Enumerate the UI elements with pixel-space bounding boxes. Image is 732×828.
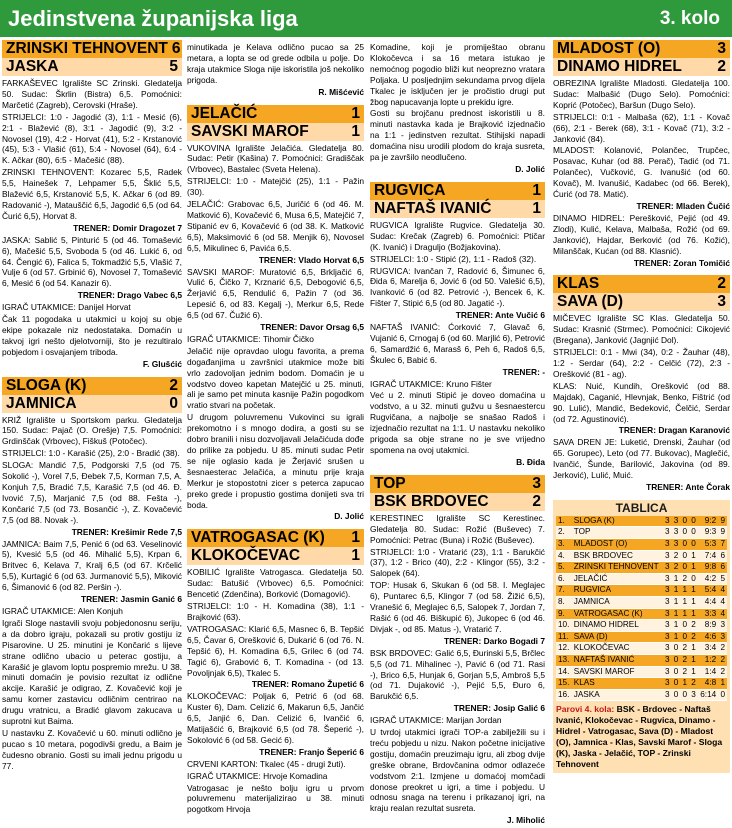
- away-score: 1: [351, 122, 360, 140]
- match-header-away: [553, 58, 730, 76]
- match-report: [187, 40, 364, 100]
- table-cell: 0: [680, 689, 689, 701]
- table-cell: 1: [689, 550, 698, 562]
- report-paragraph: Gosti su brojčanu prednost iskoristili u 8. minuti nastavka kada je Brajković izjednačio na 1:1 - jedinstven rezultat. Stihijski napadi domaćina nisu urodili plodom do kraja susreta, pa je završilo neodlučeno.: [370, 108, 545, 163]
- table-cell: 0: [689, 573, 698, 585]
- report-paragraph: STRIJELCI: 1:0 - Karašić (25), 2:0 - Bradić (38).: [2, 448, 180, 459]
- table-cell: 0: [672, 643, 681, 655]
- home-team: VATROGASAC (K): [191, 529, 325, 547]
- table-cell: 3: [663, 539, 672, 551]
- report-paragraph: VATROGASAC: Klarić 6,5, Masnec 6, B. Tepšić 6,5, Čavar 6, Orešković 6, Dukarić 6 (od 76. N. Tepšić 6), H. Komadina 6,5, Grilec 6 (od 74. Tagić 6), Grabović 6, T. Komadina - (od 13. Povoljnjak 6,5), Tkalec 5.: [187, 623, 364, 678]
- match-header-home: [370, 182, 545, 200]
- author-signature: R. Mišćević: [318, 86, 364, 97]
- table-cell: 0: [680, 539, 689, 551]
- standings-row: [556, 550, 727, 562]
- standings-row: [556, 539, 727, 551]
- match-report: [370, 40, 545, 177]
- column-4: [553, 40, 730, 802]
- match-header-home: [553, 40, 730, 58]
- table-cell: 0: [680, 527, 689, 539]
- report-paragraph: Igrači Sloge nastavili svoju pobjedonosnu seriju, a da dobro igraju, pokazali su protiv gostiju iz Pisarovine. U 25. minutini je Končarić s lijeve strane odlično ubacio u peterac gostiju, a Karašić je glavom loptu pospremio mrežu. U 38. minuti domaćin je povisio rezultat iz odlične akcije. Karašić je odigrao, Z. Kovačević koji je samu korner zastavicu odličnim centrirao na drugu vratnicu, a Bradić glavom zakucava u suprotni kut Baima.: [2, 617, 182, 727]
- table-cell: 3: [663, 643, 672, 655]
- match-report: [2, 40, 182, 372]
- team-name: BSK BRDOVEC: [572, 550, 663, 562]
- report-paragraph: IGRAČ UTAKMICE: Tihomir Čičko: [187, 333, 314, 344]
- table-cell: 7:4: [698, 550, 718, 562]
- report-paragraph: STRIJELCI: 1:0 - H. Komadina (38), 1:1 - Brajković (63).: [187, 601, 364, 622]
- match-text: [187, 40, 364, 100]
- report-paragraph: minutikada je Kelava odlično pucao sa 25 metara, a lopta se od grede odbila u polje. Do kraja utakmice Sloga nije iskoristila još nekoliko prigoda.: [187, 42, 364, 85]
- column-2: [187, 40, 364, 815]
- table-cell: 1: [689, 666, 698, 678]
- table-cell: 3: [689, 689, 698, 701]
- table-cell: 3: [663, 562, 672, 574]
- table-cell: 1: [672, 608, 681, 620]
- standings-title: TABLICA: [615, 500, 668, 515]
- report-paragraph: STRIJELCI: 1:0 - Jagodić (3), 1:1 - Mesić (6), 2:1 - Blažević (8), 3:1 - Jagodić (9), 3:2 - Novosel (19), 4:2 - Horvat (41), 5:2 - Krstanović (45), 5:3 - Vlašić (61), 5:4 - Novosel (64), 6:4 - K. Ačkar (80), 6:5 - Mačešić (88).: [2, 111, 182, 166]
- home-score: 2: [717, 275, 726, 293]
- away-score: 0: [169, 394, 178, 412]
- standings-row: [556, 585, 727, 597]
- table-cell: 13.: [556, 654, 572, 666]
- report-paragraph: KLOKOČEVAC: Poljak 6, Petrić 6 (od 68. Kuster 6), Dam. Celizić 6, Makarun 6,5, Jančić 6,5, Janjić 6, Dan. Celizić 6, Ivančić 6, Matijašćić 6, Brajković 6,5 (od 78. Šeperić -), Sokolović 6 (od 58. Gecić 6).: [187, 691, 364, 745]
- league-title: Jedinstvena županijska liga: [8, 6, 298, 31]
- away-team: SAVA (D): [557, 293, 624, 311]
- table-cell: 2: [718, 654, 727, 666]
- match-text: [370, 40, 545, 177]
- table-cell: 0: [689, 516, 698, 527]
- coach-line: TRENER: Drago Vabec 6,5: [77, 290, 182, 301]
- match-header-home: [2, 40, 182, 58]
- standings-row: [556, 596, 727, 608]
- table-cell: 1: [672, 631, 681, 643]
- table-cell: 11.: [556, 631, 572, 643]
- report-paragraph: JAMNICA: Baim 7,5, Penić 6 (od 63. Veselinović 5), Kvesić 5,5 (od 46. Mihalić 5,5), Krpan 6, Britvec 6, Kelava 7, Kralj 6,5 (od 67. Krčelić 5,5), Kurtagić 6 (od 63. Jurmanović 5,5), Miković 6, Šimanović 6 (od 82. Peršin -).: [2, 538, 182, 593]
- match-text: [370, 218, 545, 470]
- table-cell: 4:4: [698, 596, 718, 608]
- standings-row: [556, 620, 727, 632]
- team-name: TOP: [572, 527, 663, 539]
- table-cell: 3: [718, 620, 727, 632]
- table-cell: 3: [718, 631, 727, 643]
- report-paragraph: RUGVICA: Ivančan 7, Radović 6, Šimunec 6, Đida 6, Marelja 6, Jović 6 (od 50. Valešić 6,5), Ivanković 6 (od 82. Petrović -), Bencek 6, K. Fišter 7, Stipić 6,5 (od 80. Jagatić -).: [370, 265, 545, 309]
- table-cell: 1: [689, 654, 698, 666]
- team-name: VATROGASAC (K): [572, 608, 663, 620]
- table-cell: 0: [672, 678, 681, 690]
- report-paragraph: ZRINSKI TEHNOVENT: Kozarec 5,5, Radek 5,5, Hainešek 7, Lehpamer 5,5, Šklić 5,5, Blažević 6,5, Krstanović 5,5, K. Ačkar 6 (od 89. Radovanić -), Matauščić 6,5, Jagodić 6,5 (od 64. Čurić 6,5), Horvat 8.: [2, 167, 182, 221]
- table-cell: 3: [663, 527, 672, 539]
- table-cell: 9:8: [698, 562, 718, 574]
- match-text: [553, 311, 730, 495]
- table-cell: 2: [689, 620, 698, 632]
- table-cell: 5: [718, 573, 727, 585]
- report-paragraph: IGRAČ UTAKMICE: Hrvoje Komadina: [187, 770, 328, 781]
- away-score: 1: [351, 547, 360, 565]
- table-cell: 0: [680, 631, 689, 643]
- table-cell: 3: [672, 527, 681, 539]
- team-name: SLOGA (K): [572, 516, 663, 527]
- standings-row: [556, 562, 727, 574]
- coach-line: TRENER: Franjo Šeperić 6: [259, 746, 364, 757]
- team-name: DINAMO HIDREL: [572, 620, 663, 632]
- match-header-home: [553, 275, 730, 293]
- author-signature: D. Jolić: [515, 163, 545, 174]
- table-cell: 1: [689, 643, 698, 655]
- table-cell: 6:14: [698, 689, 718, 701]
- team-name: NAFTAŠ IVANIĆ: [572, 654, 663, 666]
- table-cell: 0: [689, 539, 698, 551]
- league-banner: [0, 0, 732, 37]
- report-paragraph: DINAMO HIDREL: Perešković, Pejić (od 49. Zlodi), Kulić, Kelava, Malbaša, Rožić (od 69. Janković), Hajdar, Berković (od 76. Kožić), Milanščak, Kućan (od 88. Klasnić).: [553, 212, 730, 256]
- table-cell: 2: [718, 666, 727, 678]
- away-team: DINAMO HIDREL: [557, 58, 682, 75]
- standings-row: [556, 573, 727, 585]
- table-cell: 9: [718, 516, 727, 527]
- table-cell: 4:6: [698, 631, 718, 643]
- report-paragraph: STRIJELCI: 1:0 - Matejčić (25), 1:1 - Pažin (30).: [187, 176, 364, 198]
- table-cell: 8.: [556, 596, 572, 608]
- report-paragraph: CRVENI KARTON: Tkalec (45 - drugi žuti).: [187, 758, 346, 769]
- table-cell: 0: [718, 689, 727, 701]
- table-cell: 0: [672, 666, 681, 678]
- report-paragraph: TOP: Husak 6, Skukan 6 (od 58. I. Meglajec 6), Puntarec 6,5, Klingor 7 (od 58. Žižić 6,5), Vranešić 6, Meglajec 6,5, Salopek 7, Jordan 7, Rašić 6 (od 46. Biškupić 6), Jukopec 6 (od 46. Divjak -, od 85. Matus -), Vratarić 7.: [370, 580, 545, 634]
- match-header-away: [2, 58, 182, 76]
- coach-line: TRENER: Zoran Tomičić: [633, 257, 730, 268]
- table-cell: 3: [663, 573, 672, 585]
- home-team: TOP: [374, 474, 406, 492]
- match-text: [370, 511, 545, 828]
- standings-row: [556, 666, 727, 678]
- table-cell: 15.: [556, 678, 572, 690]
- table-cell: 5:4: [698, 585, 718, 597]
- table-cell: 8:9: [698, 620, 718, 632]
- table-cell: 1: [718, 678, 727, 690]
- report-paragraph: NAFTAŠ IVANIĆ: Ćorković 7, Glavač 6, Vujanić 6, Crnogaj 6 (od 60. Marjlić 6), Petrović 6, Samardžić 6, Marasš 6, Peh 6, Radoš 6,5, Škulec 6, Babić 6.: [370, 322, 545, 365]
- table-cell: 2: [718, 643, 727, 655]
- table-cell: 2: [672, 562, 681, 574]
- home-score: 2: [169, 376, 178, 394]
- table-cell: 4:8: [698, 678, 718, 690]
- report-paragraph: FARKAŠEVEC Igralište SC Zrinski. Gledatelja 50. Sudac: Škrlin (Bistra) 6,5. Pomoćnici: Marčetić (Zagreb), Cerovski (Hraše).: [2, 78, 182, 110]
- round-label: 3. kolo: [659, 8, 720, 29]
- table-cell: 10.: [556, 620, 572, 632]
- coach-line: TRENER: Jasmin Ganić 6: [81, 594, 182, 605]
- report-paragraph: IGRAČ UTAKMICE: Alen Konjuh: [2, 605, 123, 616]
- report-paragraph: U nastavku Z. Kovačević u 60. minuti odlično je pucao s 10 metara, pogodivši gredu, a Baim je čudesno obranio. Gosti su imali jednu prigodu u 77.: [2, 727, 182, 771]
- report-paragraph: Vatrogasac je nešto bolju igru u prvom poluvremenu materijalizirao u 38. minuti pogotkom Hrvoja: [187, 782, 364, 815]
- match-header-away: [370, 200, 545, 218]
- table-cell: 3: [663, 678, 672, 690]
- report-paragraph: KRIŽ Igralište u Sportskom parku. Gledatelja 150. Sudac: Pajač (O. Orešje) 7,5. Pomoćnici: Grdinščak (Vrbovec), Fiškuš (Potočec).: [2, 414, 182, 447]
- table-cell: 1: [689, 596, 698, 608]
- standings-table-box: [553, 500, 730, 773]
- coach-line: TRENER: -: [502, 366, 545, 377]
- table-cell: 3: [663, 631, 672, 643]
- report-paragraph: STRIJELCI: 0:1 - Malbaša (62), 1:1 - Kovač (66), 2:1 - Berek (68), 3:1 - Kovač (71), 3:2 - Janković (84).: [553, 111, 730, 144]
- report-paragraph: STRIJELCI: 1:0 - Vratarić (23), 1:1 - Barukčić (37), 1:2 - Brico (40), 2:2 - Klingor (55), 3:2 - Salopek (64).: [370, 546, 545, 579]
- column-3: [370, 40, 545, 826]
- table-cell: 1: [680, 608, 689, 620]
- report-paragraph: Komadine, koji je promiještao obranu Klokočevca i sa 16 metara istukao je nemoćnog pogodio bliži kut neoprezno vratara Poljaka. U posljednjim sekundama prvog dijela Tkalec je isključen jer je pročistio drugi put žbog napucavanja lopte u prekidu igre.: [370, 42, 545, 107]
- table-cell: 3: [672, 516, 681, 527]
- team-name: JAMNICA: [572, 596, 663, 608]
- standings-row: [556, 654, 727, 666]
- report-paragraph: U tvrdoj utakmici igrači TOP-a zabilježili su i treću pobjedu u nizu. Nakon početne inicijative gostiju, domaćin preuzimaju igru, ali zbog dvije greške obrane, Brdovčanina odmor odlazeće vodstvom 2:1. Izmjene u domaćoj momčadi donose preokret u igri, a time i pobjedu. U odnosu snaga na terenu i prikazanoj igri, na kraju realan rezultat susreta.: [370, 727, 545, 814]
- author-signature: F. Glušćić: [142, 358, 182, 369]
- table-cell: 1: [672, 573, 681, 585]
- report-paragraph: Jelačić nije opravdao ulogu favorita, a prema događanjima u završnici utakmice može biti vrlo zadovoljan jednim bodom. Domaćin je u vodstvo doveo kapetan Matejčić u 25. minuti, ali je samo pet minuta kasnije Pažin pogodkom vratio stvari na početak.: [187, 345, 364, 411]
- table-cell: 1: [672, 596, 681, 608]
- coach-line: TRENER: Josip Galić 6: [453, 703, 545, 714]
- match-report: [370, 182, 545, 470]
- table-cell: 4.: [556, 550, 572, 562]
- match-header-away: [2, 395, 182, 413]
- report-paragraph: STRIJELCI: 1:0 - Stipić (2), 1:1 - Radoš (32).: [370, 253, 537, 264]
- match-header-away: [187, 547, 364, 565]
- report-paragraph: SAVA DREN JE: Luketić, Drenski, Žauhar (od 65. Gorupec), Leto (od 77. Bukovac), Maglečić, Ivančić, Šunde, Barilović, Jakovina (od 89. Jerković), Lulić, Muić.: [553, 437, 730, 481]
- match-text: [553, 76, 730, 270]
- table-cell: 6: [718, 562, 727, 574]
- report-paragraph: Već u 2. minuti Stipić je doveo domaćina u vodstvo, a u 32. minuti gužvu u šesnaestercu Rugvičana, a najbolje se snašao Radoš i izjednačio rezultat na 1:1. U nastavku nekoliko prigoda sa obje strane no je sve vrijedno spomena na ovoj utakmici.: [370, 390, 545, 455]
- table-cell: 4: [718, 608, 727, 620]
- table-cell: 3.: [556, 539, 572, 551]
- team-name: MLADOST (O): [572, 539, 663, 551]
- table-cell: 0: [680, 562, 689, 574]
- match-report: [553, 40, 730, 270]
- table-cell: 2: [680, 666, 689, 678]
- table-cell: 4:2: [698, 573, 718, 585]
- table-cell: 9: [718, 527, 727, 539]
- author-signature: D. Jolić: [334, 511, 364, 522]
- table-cell: 2: [672, 550, 681, 562]
- away-team: NAFTAŠ IVANIĆ: [374, 199, 492, 217]
- report-paragraph: IGRAČ UTAKMICE: Kruno Fišter: [370, 378, 492, 389]
- table-cell: 5:3: [698, 539, 718, 551]
- match-report: [553, 275, 730, 495]
- table-cell: 3: [663, 620, 672, 632]
- author-signature: B. Đida: [516, 456, 545, 467]
- table-cell: 1: [689, 585, 698, 597]
- match-header-home: [2, 377, 182, 395]
- away-score: 2: [717, 58, 726, 75]
- team-name: KLAS: [572, 678, 663, 690]
- coach-line: TRENER: Vlado Horvat 6,5: [258, 254, 364, 265]
- report-paragraph: BSK BRDOVEC: Galić 6,5, Đurinski 5,5, Brčlec 5,5 (od 71. Mihalinec -), Pavić 6 (od 71. Rasi -), Brico 6,5, Hunjak 6, Gorjan 5,5, Ambroš 5,5 (od 71. Dujaković -), Pejić 5,5, Đuro 6, Barukčić 6,5.: [370, 647, 545, 702]
- match-text: [2, 413, 182, 774]
- standings-table: [556, 516, 727, 702]
- author-signature: J. Miholić: [506, 815, 545, 826]
- report-paragraph: SAVSKI MAROF: Muratović 6,5, Brkljačić 6, Vulić 6, Čičko 7, Krznarić 6,5, Debogović 6,5, Žerjavić 6,5, Rendulić 6, Pažin 7 (od 36. Lepesić 6, od 83. Kegalj -), Merkur 6,5, Rede 6,5 (od 67. Čužić 6).: [187, 266, 364, 321]
- table-cell: 6: [718, 550, 727, 562]
- table-cell: 0: [680, 550, 689, 562]
- table-cell: 3: [663, 666, 672, 678]
- standings-row: [556, 631, 727, 643]
- standings-row: [556, 678, 727, 690]
- table-cell: 1: [672, 620, 681, 632]
- table-cell: 1:2: [698, 654, 718, 666]
- table-cell: 0: [680, 620, 689, 632]
- home-team: SLOGA (K): [6, 376, 87, 394]
- table-cell: 3: [663, 585, 672, 597]
- table-cell: 0: [672, 654, 681, 666]
- table-cell: 3: [663, 608, 672, 620]
- report-paragraph: SLOGA: Mandić 7,5, Podgorski 7,5 (od 75. Sokolić -), Vorel 7,5, Đebek 7,5, Korman 7,5, A. Konjuh 7,5, Bradić 7,5, Karašić 7,5 (od 46. Đ. Ivović 7,5), Marjanić 7,5 (od 88. Fešta -), Končarić 7,5 (od 73. Bosančić -), Z. Kovačević 7,5 (od 88. Novak -).: [2, 460, 182, 525]
- report-paragraph: RUGVICA Igralište Rugvice. Gledatelja 30. Sudac: Krečak (Zagreb) 6. Pomoćnici: Ptičar (K. Ivanić) i Draguljo (Božjakovina).: [370, 219, 545, 252]
- match-report: [187, 105, 364, 525]
- table-cell: 9:2: [698, 516, 718, 527]
- home-score: 3: [532, 474, 541, 492]
- match-header-home: [187, 105, 364, 123]
- table-cell: 3:3: [698, 608, 718, 620]
- table-cell: 4: [718, 596, 727, 608]
- home-team: KLAS: [557, 275, 600, 293]
- coach-line: TRENER: Darko Bogadi 7: [444, 635, 545, 646]
- table-cell: 2: [689, 631, 698, 643]
- home-score: 1: [351, 104, 360, 122]
- table-cell: 12.: [556, 643, 572, 655]
- table-cell: 3:4: [698, 643, 718, 655]
- home-team: RUGVICA: [374, 181, 446, 199]
- report-paragraph: KERESTINEC Igralište SC Kerestinec. Gledatelja 80. Sudac: Rožić (Buševec) 7. Pomoćnici: Petrac (Buna) i Rožić (Buševec).: [370, 512, 545, 545]
- table-cell: 2.: [556, 527, 572, 539]
- report-paragraph: OBREZINA Igralište Mladosti. Gledatelja 100. Sudac: Malbašić (Dugo Selo). Pomoćnici: Koprić (Potočec), Baršun (Dugo Selo).: [553, 78, 730, 110]
- coach-line: TRENER: Krešimir Rede 7,5: [71, 526, 182, 537]
- table-cell: 1:4: [698, 666, 718, 678]
- table-cell: 3: [663, 516, 672, 527]
- home-score: 1: [351, 529, 360, 547]
- table-cell: 1.: [556, 516, 572, 527]
- report-paragraph: KLAS: Nuić, Kundih, Orešković (od 88. Majdak), Caganić, Hlevnjak, Benko, Fištrić (od 90. Lulić), Mandić, Bedeković, Čelčić, Serdar (od 72. Agustinović).: [553, 380, 730, 424]
- table-cell: 2: [689, 678, 698, 690]
- table-cell: 9:3: [698, 527, 718, 539]
- standings-row: [556, 643, 727, 655]
- column-1: [2, 40, 182, 802]
- home-score: 6: [171, 40, 181, 57]
- table-cell: 1: [680, 596, 689, 608]
- table-cell: 7: [718, 539, 727, 551]
- coach-line: TRENER: Dragan Karanović: [618, 425, 730, 436]
- away-score: 5: [169, 58, 178, 75]
- match-header-away: [553, 293, 730, 311]
- coach-line: TRENER: Davor Orsag 6,5: [260, 322, 364, 333]
- home-team: ZRINSKI TEHNOVENT: [6, 40, 168, 57]
- table-cell: 4: [718, 585, 727, 597]
- team-name: ZRINSKI TEHNOVENT: [572, 562, 663, 574]
- table-cell: 1: [689, 562, 698, 574]
- team-name: SAVSKI MAROF: [572, 666, 663, 678]
- table-cell: 1: [689, 608, 698, 620]
- team-name: KLOKOČEVAC: [572, 643, 663, 655]
- team-name: SAVA (D): [572, 631, 663, 643]
- standings-row: [556, 608, 727, 620]
- coach-line: TRENER: Romano Župetić 6: [251, 679, 364, 690]
- home-score: 1: [532, 181, 541, 199]
- report-paragraph: Čak 11 pogodaka u utakmici u kojoj su obje ekipe pokazale niz nedostataka. Domaćin u takvoj igri nešto djelotvorniji, što je rezultiralo pobjedom i osvajanjem triboda.: [2, 314, 182, 357]
- home-team: MLADOST (O): [557, 40, 661, 57]
- match-text: [187, 565, 364, 817]
- table-cell: 0: [680, 516, 689, 527]
- match-report: [370, 475, 545, 828]
- away-score: 1: [532, 199, 541, 217]
- team-name: JASKA: [572, 689, 663, 701]
- pairs-label: Parovi 4. kola:: [556, 704, 615, 715]
- match-header-home: [370, 475, 545, 493]
- table-cell: 7.: [556, 585, 572, 597]
- report-paragraph: KOBILIĆ Igralište Vatrogasca. Gledatelja 50. Sudac: Batušić (Vrbovec) 6,5. Pomoćnici: Bencetić (Zdenčina), Borković (Domagović).: [187, 567, 364, 600]
- report-paragraph: JASKA: Sablić 5, Pinturić 5 (od 46. Tomašević 6), Mačešić 5,5, Svoboda 5 (od 46. Lukić 6, od 64. Čengić 6), Falica 5, Tokmadžić 5,5, Vlašić 7, Vulje 6 (od 57. Grbinić 6), Novosel 7, Tomašević 6, Mesić 6 (od 54. Kanazir 6).: [2, 234, 182, 289]
- report-paragraph: MIČEVEC Igralište SC Klas. Gledatelja 50. Sudac: Krasnić (Strmec). Pomoćnici: Cikojević (Bregana), Janković (Jagnjić Dol).: [553, 313, 730, 346]
- team-name: RUGVICA: [572, 585, 663, 597]
- table-cell: 6.: [556, 573, 572, 585]
- home-team: JELAČIĆ: [191, 104, 258, 122]
- table-cell: 3: [663, 550, 672, 562]
- report-paragraph: JELAČIĆ: Grabovac 6,5, Juričić 6 (od 46. M. Matković 6), Kovačević 6, Musa 6,5, Matejčić 7, Stipanić ev 6, Kovačević 6 (od 38. K. Matković 6,5), Maksimović 6 (od 58. Menjik 6), Novosel 6,5, Mikulinec 6, Pavića 6,5.: [187, 199, 364, 253]
- coach-line: TRENER: Ante Čorak: [646, 482, 730, 492]
- coach-line: TRENER: Domir Dragozet 7: [73, 222, 182, 233]
- next-round-pairs: [556, 704, 727, 769]
- table-cell: 9.: [556, 608, 572, 620]
- match-header-away: [187, 123, 364, 141]
- table-cell: 2: [680, 643, 689, 655]
- match-report: [187, 529, 364, 817]
- table-cell: 1: [680, 585, 689, 597]
- away-team: JASKA: [6, 58, 59, 75]
- away-team: KLOKOČEVAC: [191, 547, 301, 565]
- table-cell: 3: [672, 539, 681, 551]
- standings-row: [556, 516, 727, 527]
- match-header-away: [370, 493, 545, 511]
- report-paragraph: IGRAČ UTAKMICE: Danijel Horvat: [2, 302, 131, 313]
- table-cell: 2: [680, 654, 689, 666]
- pairs-text: BSK - Brdovec - Naftaš Ivanić, Klokočevac - Rugvica, Dinamo - Hidrel - Vatrogasac, Sava (D) - Mladost (O), Jamnica - Klas, Savski Marof - Sloga (K), Jaska - Jelačić, TOP - Zrinski Tehnovent: [556, 704, 723, 769]
- report-paragraph: IGRAČ UTAKMICE: Marijan Jordan: [370, 715, 502, 726]
- standings-row: [556, 689, 727, 701]
- coach-line: TRENER: Mladen Čučić: [636, 200, 730, 211]
- table-cell: 1: [680, 678, 689, 690]
- table-cell: 14.: [556, 666, 572, 678]
- match-report: [2, 377, 182, 774]
- table-cell: 0: [672, 689, 681, 701]
- away-team: BSK BRDOVEC: [374, 492, 489, 510]
- table-cell: 0: [689, 527, 698, 539]
- report-paragraph: U drugom poluvremenu Vukovinci su igrali prekomotno i s mnogo dodira, a gosti su se dobro branili i nisu dozvoljavali Jelačićuda dođe do prilike za pobjedu. U 85. minuti sudac Petir se nije oglasio kada je Žerjavić srušen u šesnaesterac Jelačića, a minutu prije kraja Merkur je stopostotni zicer s peterca zapucao preko grede i propustio gostima donijeti sva tri boda.: [187, 412, 364, 510]
- report-paragraph: STRIJELCI: 0:1 - Mwi (34), 0:2 - Žauhar (48), 1:2 - Serdar (64), 2:2 - Celčić (72), 2:3 - Orešković (81 - ag).: [553, 347, 730, 379]
- away-score: 3: [717, 293, 726, 311]
- away-team: SAVSKI MAROF: [191, 122, 309, 140]
- report-paragraph: VUKOVINA Igralište Jelačića. Gledatelja 80. Sudac: Petir (Kašina) 7. Pomoćnici: Gradiščak (Vrbovec), Bastalec (Sveta Helena).: [187, 142, 364, 175]
- match-text: [2, 76, 182, 372]
- table-cell: 16.: [556, 689, 572, 701]
- table-cell: 1: [672, 585, 681, 597]
- match-header-home: [187, 529, 364, 547]
- coach-line: TRENER: Ante Vučić 6: [455, 310, 545, 321]
- report-paragraph: MLADOST: Kolanović, Polančec, Trupčec, Posavac, Kuhar (od 88. Perač), Tadić (od 71. Polančec), Vučković, G. Ivanušić (od 60. Kovač), M. Ivanušić, Kadabec (od 66. Berek), Ćurić (od 78. Matić).: [553, 145, 730, 200]
- table-cell: 3: [663, 596, 672, 608]
- away-score: 2: [532, 492, 541, 510]
- table-cell: 3: [663, 689, 672, 701]
- match-text: [187, 141, 364, 525]
- table-cell: 5.: [556, 562, 572, 574]
- team-name: JELAČIĆ: [572, 573, 663, 585]
- standings-row: [556, 527, 727, 539]
- table-cell: 2: [680, 573, 689, 585]
- table-cell: 3: [663, 654, 672, 666]
- away-team: JAMNICA: [6, 394, 77, 412]
- home-score: 3: [717, 40, 726, 57]
